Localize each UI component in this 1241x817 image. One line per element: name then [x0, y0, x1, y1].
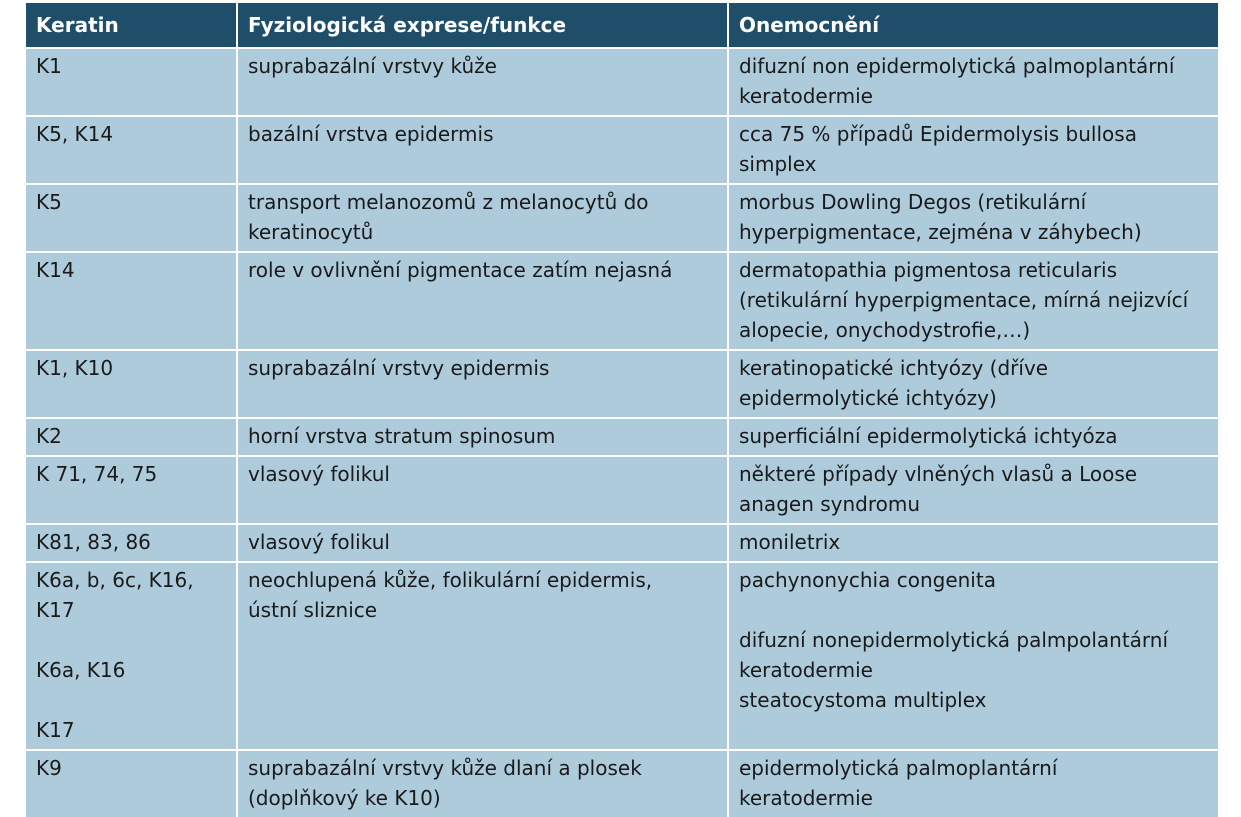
disease-cell [728, 562, 1218, 750]
keratin-cell [26, 184, 237, 252]
cell-line: superficiální epidermolytická ichtyóza [739, 424, 1118, 448]
line-gap [36, 685, 226, 715]
table-header-row [26, 3, 1218, 48]
function-cell [237, 456, 728, 524]
cell-line: K9 [36, 756, 62, 780]
cell-line: keratodermie [739, 84, 873, 108]
keratin-cell [26, 456, 237, 524]
cell-line: (doplňkový ke K10) [248, 786, 441, 810]
function-cell [237, 750, 728, 817]
disease-cell [728, 418, 1218, 456]
cell-line: cca 75 % případů Epidermolysis bullosa [739, 122, 1137, 146]
table-row [26, 48, 1218, 116]
table-row [26, 524, 1218, 562]
disease-cell [728, 184, 1218, 252]
cell-line: steatocystoma multiplex [739, 688, 987, 712]
disease-cell [728, 48, 1218, 116]
function-cell [237, 184, 728, 252]
disease-cell [728, 350, 1218, 418]
cell-line: K5 [36, 190, 62, 214]
cell-line: epidermolytická palmoplantární [739, 756, 1058, 780]
function-cell [237, 116, 728, 184]
cell-line: suprabazální vrstvy kůže [248, 54, 497, 78]
cell-line: K1, K10 [36, 356, 114, 380]
cell-line: morbus Dowling Degos (retikulární [739, 190, 1087, 214]
keratin-cell [26, 48, 237, 116]
cell-line: horní vrstva stratum spinosum [248, 424, 556, 448]
cell-line: K 71, 74, 75 [36, 462, 158, 486]
header-disease: Onemocnění [728, 3, 1218, 48]
cell-line: difuzní nonepidermolytická palmpolantární [739, 628, 1169, 652]
cell-line: keratinocytů [248, 220, 374, 244]
cell-line: neochlupená kůže, folikulární epidermis, [248, 568, 653, 592]
table-row [26, 750, 1218, 817]
cell-line: moniletrix [739, 530, 841, 554]
cell-line: ústní sliznice [248, 598, 378, 622]
function-cell [237, 562, 728, 750]
cell-line: K2 [36, 424, 62, 448]
cell-line: role v ovlivnění pigmentace zatím nejasná [248, 258, 673, 282]
cell-line: simplex [739, 152, 817, 176]
cell-line: K14 [36, 258, 75, 282]
function-cell [237, 350, 728, 418]
function-cell [237, 418, 728, 456]
cell-line: (retikulární hyperpigmentace, mírná nejizvící [739, 288, 1189, 312]
table-row [26, 456, 1218, 524]
cell-line: dermatopathia pigmentosa reticularis [739, 258, 1118, 282]
cell-line: alopecie, onychodystrofie,…) [739, 318, 1031, 342]
cell-line: difuzní non epidermolytická palmoplantární [739, 54, 1175, 78]
cell-line: keratodermie [739, 786, 873, 810]
cell-line: suprabazální vrstvy kůže dlaní a plosek [248, 756, 642, 780]
cell-line: K81, 83, 86 [36, 530, 151, 554]
keratin-cell [26, 750, 237, 817]
table-row [26, 350, 1218, 418]
cell-line: keratodermie [739, 658, 873, 682]
cell-line: hyperpigmentace, zejména v záhybech) [739, 220, 1142, 244]
cell-line: některé případy vlněných vlasů a Loose [739, 462, 1138, 486]
disease-cell [728, 524, 1218, 562]
keratin-cell [26, 252, 237, 350]
keratin-table [26, 3, 1218, 817]
table-row [26, 418, 1218, 456]
line-gap [36, 625, 226, 655]
function-cell [237, 524, 728, 562]
disease-cell [728, 750, 1218, 817]
cell-line: epidermolytické ichtyózy) [739, 386, 997, 410]
cell-line: K1 [36, 54, 62, 78]
header-keratin: Keratin [26, 3, 237, 48]
table-row [26, 116, 1218, 184]
cell-line: anagen syndromu [739, 492, 921, 516]
disease-cell [728, 456, 1218, 524]
table-row [26, 252, 1218, 350]
table-row [26, 184, 1218, 252]
cell-line: K5, K14 [36, 122, 114, 146]
disease-cell [728, 252, 1218, 350]
function-cell [237, 252, 728, 350]
cell-line: transport melanozomů z melanocytů do [248, 190, 649, 214]
line-gap [739, 595, 1208, 625]
cell-line: vlasový folikul [248, 462, 390, 486]
cell-line: pachynonychia congenita [739, 568, 996, 592]
keratin-cell [26, 350, 237, 418]
cell-line: K6a, b, 6c, K16, K17 [36, 568, 194, 622]
cell-line: suprabazální vrstvy epidermis [248, 356, 550, 380]
keratin-cell [26, 524, 237, 562]
keratin-cell [26, 116, 237, 184]
cell-line: K6a, K16 [36, 658, 126, 682]
cell-line: keratinopatické ichtyózy (dříve [739, 356, 1049, 380]
cell-line: K17 [36, 718, 75, 742]
header-function: Fyziologická exprese/funkce [237, 3, 728, 48]
disease-cell [728, 116, 1218, 184]
table-row [26, 562, 1218, 750]
cell-line: bazální vrstva epidermis [248, 122, 494, 146]
function-cell [237, 48, 728, 116]
keratin-cell [26, 562, 237, 750]
keratin-cell [26, 418, 237, 456]
cell-line: vlasový folikul [248, 530, 390, 554]
